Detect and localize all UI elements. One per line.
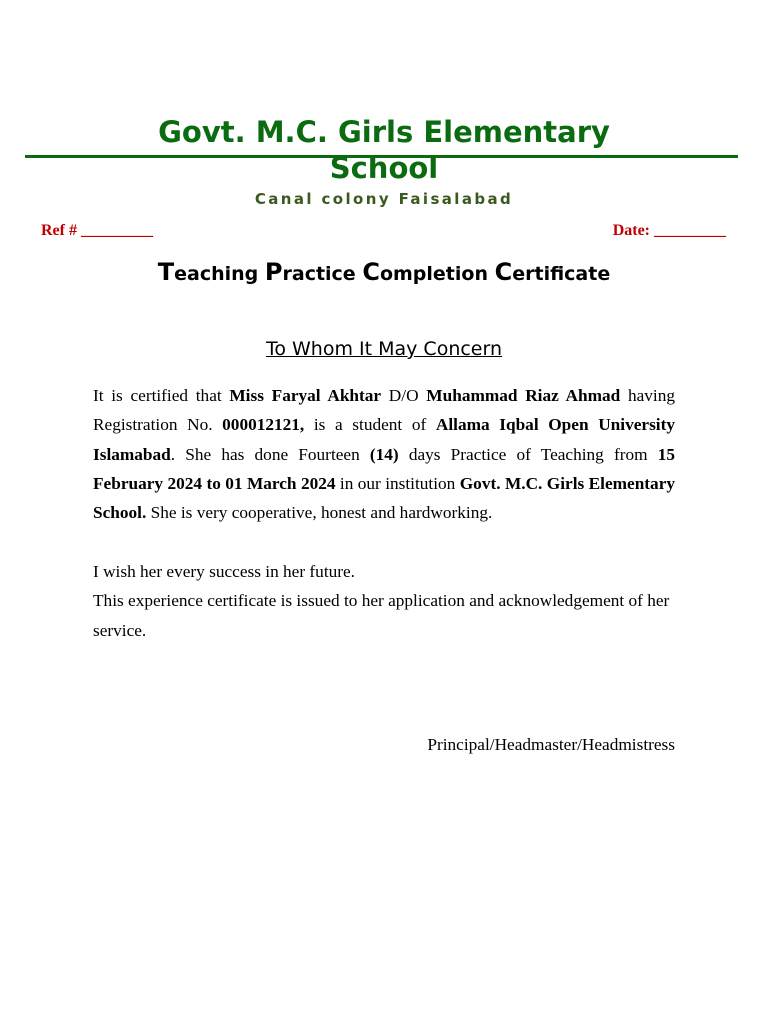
student-name: Miss Faryal Akhtar [229,386,382,405]
issue-note: This experience certificate is issued to her application and acknowledgement of her service. [93,591,670,640]
closing-paragraph [93,557,675,645]
salutation: To Whom It May Concern [265,338,503,360]
title-word: Certificate [494,258,611,286]
university-name: Allama Iqbal Open University Islamabad [93,415,675,464]
title-word: Practice [264,258,356,286]
ref-number-field: Ref # _________ [41,222,153,239]
school-name: Govt. M.C. Girls Elementary School [158,115,610,185]
father-name: Muhammad Riaz Ahmad [426,386,621,405]
signature-label: Principal/Headmaster/Headmistress [427,735,675,754]
institution-name: Govt. M.C. Girls Elementary School. [93,473,676,523]
certificate-title [0,258,768,286]
days-count: (14) [369,444,399,464]
title-word: Teaching [157,258,259,286]
registration-number: 000012121, [222,415,305,435]
certification-paragraph: It is certified that Miss Faryal Akhtar D/O Muhammad Riaz Ahmad having Registration No. 000012121, is a student of Allama Iqbal Open University Islamabad. She has done Fourteen (14) days Practice of Teaching from 15 February 2024 to 01 March 2024 in our institution Govt. M.C. Girls Elementary School. She is very cooperative, honest and hardworking. [93,386,676,523]
school-location: Canal colony Faisalabad [254,190,514,208]
practice-period: 15 February 2024 to 01 March 2024 [93,444,675,493]
wish-line: I wish her every success in her future. [93,562,356,581]
title-word: Completion [362,258,488,286]
date-field: Date: _________ [612,222,726,239]
header-divider [25,155,738,158]
